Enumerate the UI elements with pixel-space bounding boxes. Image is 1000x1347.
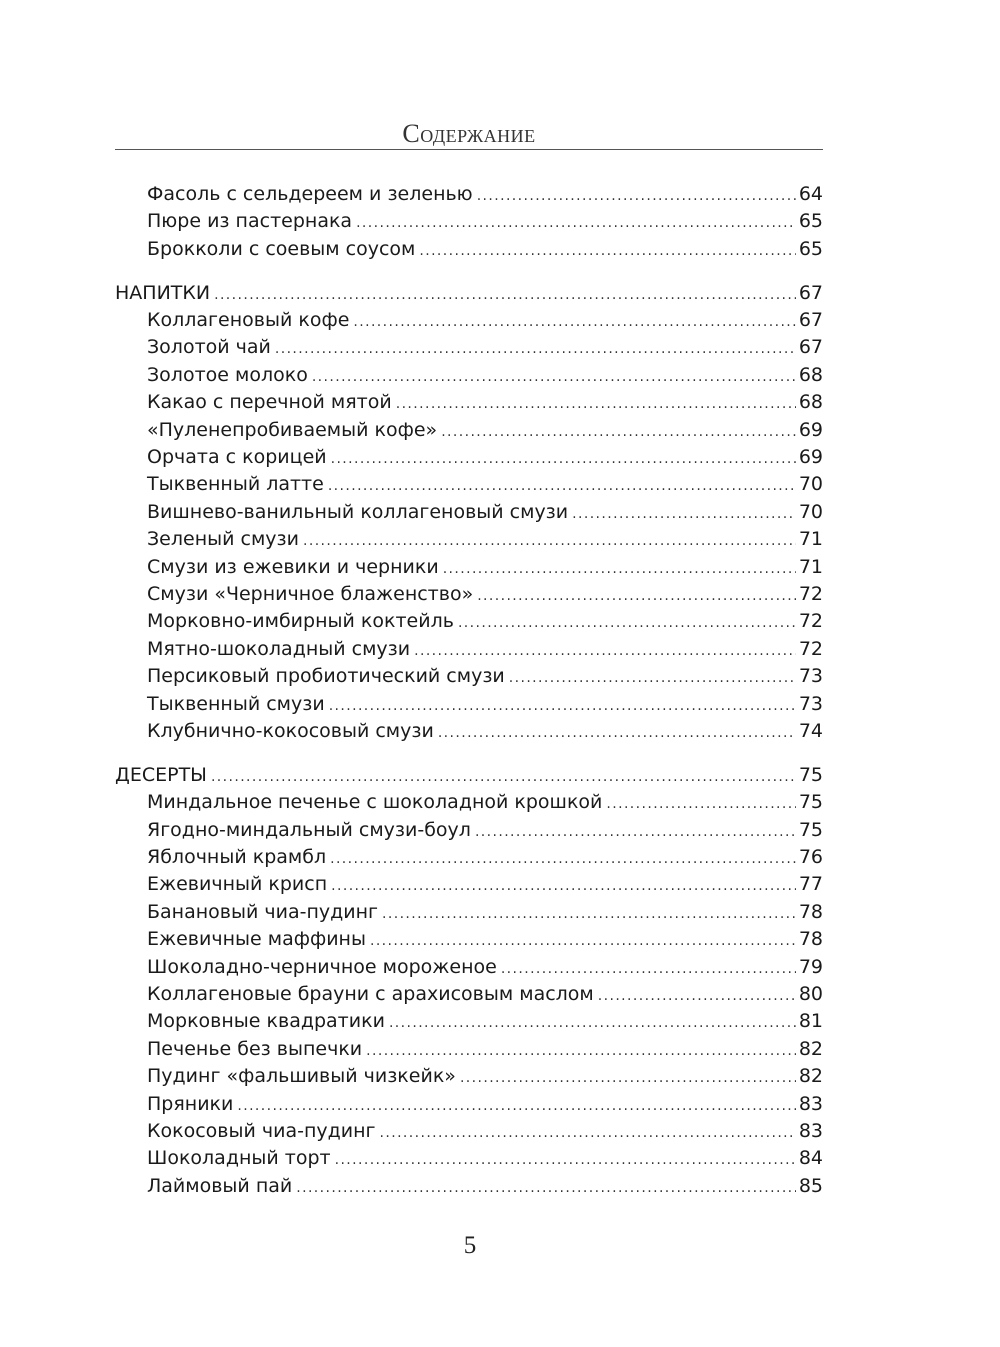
toc-entry[interactable] (115, 1173, 823, 1200)
toc-entry-title: Печенье без выпечки (147, 1037, 363, 1060)
toc-entry[interactable] (115, 844, 823, 871)
toc-entry-title: Коллагеновые брауни с арахисовым маслом (147, 982, 594, 1005)
toc-entry-title: Золотой чай (147, 336, 271, 359)
toc-entry-title: Лаймовый пай (147, 1174, 293, 1197)
toc-entry[interactable] (115, 362, 823, 389)
toc-section (115, 280, 823, 746)
dot-leader (296, 1175, 796, 1200)
dot-leader (330, 846, 796, 871)
toc-entry[interactable] (115, 1118, 823, 1145)
toc-entry-page: 73 (798, 692, 823, 715)
table-of-contents (115, 181, 823, 1200)
dot-leader (572, 501, 796, 526)
dot-leader (443, 556, 796, 581)
toc-entry-title: Фасоль с сельдереем и зеленью (147, 183, 473, 205)
toc-entry[interactable] (115, 954, 823, 981)
toc-entry[interactable] (115, 334, 823, 361)
toc-entry-title: Персиковый пробиотический смузи (147, 665, 505, 688)
toc-entry[interactable] (115, 417, 823, 444)
toc-entry-page: 65 (798, 237, 823, 260)
toc-entry-page: 75 (798, 791, 823, 814)
toc-entry[interactable] (115, 926, 823, 953)
dot-leader (331, 446, 796, 471)
dot-leader (356, 210, 796, 235)
toc-entry[interactable] (115, 307, 823, 334)
dot-leader (380, 1120, 796, 1145)
toc-entry-page: 81 (798, 1010, 823, 1033)
page-number: 5 (463, 1232, 477, 1259)
toc-entry-page: 65 (798, 210, 823, 233)
toc-entry-page: 80 (798, 982, 823, 1005)
toc-entry-page: 76 (798, 845, 823, 868)
dot-leader (328, 473, 796, 498)
toc-entry-title: Клубнично-кокосовый смузи (147, 719, 434, 742)
dot-leader (366, 1038, 796, 1063)
toc-entry-page: 72 (798, 610, 823, 633)
toc-section (115, 181, 823, 263)
toc-entry[interactable] (115, 1008, 823, 1035)
toc-entry[interactable] (115, 1063, 823, 1090)
toc-entry[interactable] (115, 444, 823, 471)
toc-entry-page: 72 (798, 637, 823, 660)
toc-entry-page: 78 (798, 928, 823, 951)
toc-entry-page: 82 (798, 1065, 823, 1088)
dot-leader (353, 309, 795, 334)
toc-entry-page: 83 (798, 1092, 823, 1115)
toc-entry-page: 85 (798, 1174, 823, 1197)
dot-leader (389, 1010, 796, 1035)
dot-leader (477, 183, 796, 208)
dot-leader (382, 901, 796, 926)
dot-leader (475, 819, 796, 844)
toc-entry-title: «Пуленепробиваемый кофе» (147, 418, 438, 441)
toc-entry[interactable] (115, 691, 823, 718)
toc-chapter-entry[interactable] (115, 762, 823, 789)
header-divider (115, 149, 823, 150)
toc-entry-title: Миндальное печенье с шоколадной крошкой (147, 791, 603, 814)
toc-entry-title: Коллагеновый кофе (147, 309, 350, 332)
page-header-title: Содержание (402, 119, 536, 148)
toc-entry-title: Вишнево-ванильный коллагеновый смузи (147, 500, 569, 523)
dot-leader (419, 238, 795, 263)
toc-entry-page: 84 (798, 1147, 823, 1170)
toc-entry-title: Шоколадный торт (147, 1147, 331, 1170)
toc-entry[interactable] (115, 899, 823, 926)
toc-entry[interactable] (115, 663, 823, 690)
toc-entry-page: 67 (798, 336, 823, 359)
toc-entry-title: Тыквенный смузи (147, 692, 325, 715)
toc-entry-page: 73 (798, 665, 823, 688)
toc-entry-title: Шоколадно-черничное мороженое (147, 955, 497, 978)
dot-leader (460, 1065, 796, 1090)
toc-entry-page: 69 (798, 446, 823, 469)
dot-leader (329, 693, 796, 718)
toc-entry-title: Пудинг «фальшивый чизкейк» (147, 1065, 456, 1088)
toc-entry-page: 74 (798, 719, 823, 742)
toc-entry[interactable] (115, 526, 823, 553)
toc-entry-title: Ежевичные маффины (147, 928, 366, 951)
toc-entry[interactable] (115, 789, 823, 816)
toc-entry-title: Пюре из пастернака (147, 210, 353, 233)
toc-entry-title: Орчата с корицей (147, 446, 327, 469)
dot-leader (312, 364, 796, 389)
toc-entry-page: 75 (798, 763, 823, 786)
toc-entry-page: 64 (798, 183, 823, 205)
dot-leader (275, 336, 796, 361)
toc-entry[interactable] (115, 1091, 823, 1118)
toc-entry[interactable] (115, 718, 823, 745)
toc-entry-title: Морковно-имбирный коктейль (147, 610, 454, 633)
toc-entry[interactable] (115, 581, 823, 608)
toc-entry-title: Ягодно-миндальный смузи-боул (147, 818, 471, 841)
toc-entry-page: 68 (798, 363, 823, 386)
toc-entry[interactable] (115, 1036, 823, 1063)
toc-entry-page: 71 (798, 528, 823, 551)
toc-entry-title: Ежевичный крисп (147, 873, 328, 896)
dot-leader (441, 419, 796, 444)
toc-entry-page: 68 (798, 391, 823, 414)
toc-entry[interactable] (115, 181, 823, 208)
toc-entry-page: 67 (798, 281, 823, 304)
toc-entry[interactable] (115, 981, 823, 1008)
dot-leader (370, 928, 796, 953)
toc-entry[interactable] (115, 1145, 823, 1172)
dot-leader (414, 638, 796, 663)
dot-leader (303, 528, 796, 553)
toc-entry-title: Зеленый смузи (147, 528, 299, 551)
toc-entry-title: Кокосовый чиа-пудинг (147, 1119, 376, 1142)
toc-entry[interactable] (115, 554, 823, 581)
dot-leader (606, 791, 795, 816)
toc-entry[interactable] (115, 499, 823, 526)
dot-leader (501, 956, 796, 981)
dot-leader (458, 610, 796, 635)
toc-entry-page: 72 (798, 582, 823, 605)
toc-entry[interactable] (115, 636, 823, 663)
toc-entry[interactable] (115, 817, 823, 844)
dot-leader (211, 764, 796, 789)
toc-section (115, 762, 823, 1200)
toc-entry[interactable] (115, 871, 823, 898)
dot-leader (438, 720, 796, 745)
dot-leader (237, 1093, 795, 1118)
toc-entry-page: 77 (798, 873, 823, 896)
toc-entry-title: Какао с перечной мятой (147, 391, 392, 414)
toc-entry-title: Тыквенный латте (147, 473, 324, 496)
toc-entry-page: 70 (798, 473, 823, 496)
dot-leader (331, 873, 796, 898)
toc-entry-page: 69 (798, 418, 823, 441)
toc-entry-title: Пряники (147, 1092, 234, 1115)
toc-entry[interactable] (115, 208, 823, 235)
toc-chapter-entry[interactable] (115, 280, 823, 307)
toc-entry-title: Смузи «Черничное блаженство» (147, 582, 474, 605)
toc-entry-page: 70 (798, 500, 823, 523)
toc-entry-page: 83 (798, 1119, 823, 1142)
dot-leader (598, 983, 796, 1008)
toc-entry-title: Смузи из ежевики и черники (147, 555, 439, 578)
toc-entry[interactable] (115, 389, 823, 416)
dot-leader (335, 1147, 796, 1172)
toc-entry-title: НАПИТКИ (115, 281, 211, 304)
toc-entry-title: Яблочный крамбл (147, 845, 327, 868)
toc-entry-title: Золотое молоко (147, 363, 308, 386)
toc-entry-title: ДЕСЕРТЫ (115, 763, 207, 786)
toc-entry[interactable] (115, 236, 823, 263)
dot-leader (214, 282, 796, 307)
toc-entry-page: 71 (798, 555, 823, 578)
toc-entry-title: Морковные квадратики (147, 1010, 385, 1033)
toc-entry[interactable] (115, 471, 823, 498)
dot-leader (396, 391, 796, 416)
toc-entry-page: 67 (798, 309, 823, 332)
toc-entry-title: Брокколи с соевым соусом (147, 237, 416, 260)
toc-entry-page: 78 (798, 900, 823, 923)
dot-leader (509, 665, 796, 690)
toc-entry-page: 82 (798, 1037, 823, 1060)
dot-leader (477, 583, 796, 608)
toc-entry-title: Банановый чиа-пудинг (147, 900, 379, 923)
toc-entry[interactable] (115, 608, 823, 635)
toc-entry-title: Мятно-шоколадный смузи (147, 637, 411, 660)
toc-entry-page: 75 (798, 818, 823, 841)
toc-entry-page: 79 (798, 955, 823, 978)
